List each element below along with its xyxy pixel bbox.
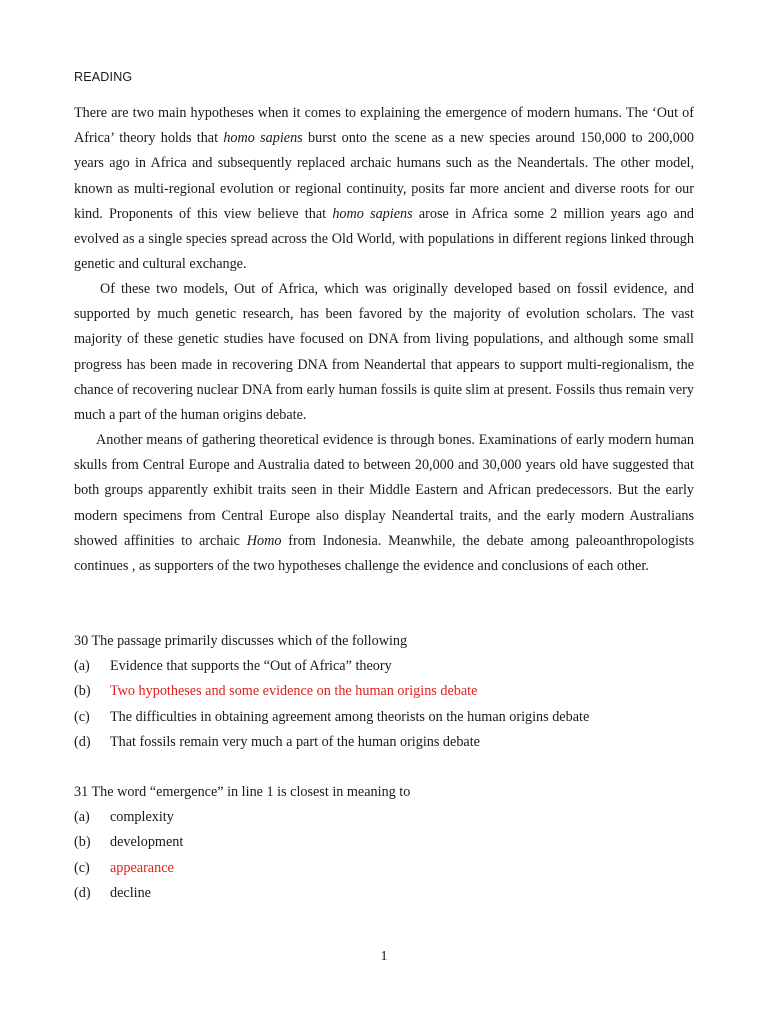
paragraph-text: Another means of gathering theoretical evidence is through bones. Examinations of early modern human skulls from Central Europe and Australia dated to between 20,000 and 30,000 years old have suggested that both groups apparently exhibit traits seen in their Middle Eastern and African predecessors. But the early modern specimens from Central Europe also display Neandertal traits, and the early modern Australians showed affinities to archaic	[74, 432, 694, 549]
question-option[interactable]	[74, 730, 714, 755]
italic-term: homo sapiens	[332, 205, 413, 222]
paragraph-1	[74, 101, 694, 277]
option-label: (d)	[74, 884, 91, 901]
question-option[interactable]	[74, 654, 714, 679]
question-stem: 31 The word “emergence” in line 1 is closest in meaning to	[74, 784, 411, 800]
question-option[interactable]	[74, 881, 714, 906]
option-label: (b)	[74, 683, 91, 700]
paragraph-3	[74, 428, 694, 579]
section-heading: READING	[74, 70, 133, 84]
option-label: (a)	[74, 658, 90, 675]
paragraph-text: burst onto the scene as a new species around 150,000 to 200,000 years ago in Africa and subsequently replaced archaic humans such as the Neandertals. The other model, known as multi-regional evolution or regional continuity, posits far more ancient and diverse roots for our kind. Proponents of this view believe that	[74, 130, 695, 222]
page-number: 1	[380, 949, 388, 964]
option-text: appearance	[110, 859, 174, 876]
question-option[interactable]	[74, 679, 714, 704]
option-text: Two hypotheses and some evidence on the human origins debate	[110, 683, 478, 700]
option-text: complexity	[110, 809, 174, 826]
option-text: That fossils remain very much a part of the human origins debate	[110, 733, 480, 750]
question-31	[74, 780, 714, 906]
italic-term: homo sapiens	[223, 130, 303, 147]
question-stem: 30 The passage primarily discusses which of the following	[74, 633, 408, 649]
option-text: The difficulties in obtaining agreement among theorists on the human origins debate	[110, 708, 590, 725]
paragraph-text: Of these two models, Out of Africa, which was originally developed based on fossil evidence, and supported by much genetic research, has been favored by the majority of evolution scholars. The vast majority of these genetic studies have focused on DNA from living populations, and although some small progress has been made in recovering DNA from Neandertal that appears to support multi-regionalism, the chance of recovering nuclear DNA from early human fossils is quite slim at present. Fossils thus remain very much a part of the human origins debate.	[74, 281, 694, 424]
option-text: decline	[110, 884, 151, 901]
paragraph-2	[74, 277, 694, 428]
question-option[interactable]	[74, 856, 714, 881]
option-label: (c)	[74, 708, 90, 725]
question-option[interactable]	[74, 805, 714, 830]
paragraph-text: arose in Africa some 2 million years ago and evolved as a single species spread across the Old World, with populations in different regions linked through genetic and cultural exchange.	[74, 205, 695, 273]
option-label: (d)	[74, 733, 91, 750]
option-text: Evidence that supports the “Out of Africa” theory	[110, 658, 392, 675]
question-option[interactable]	[74, 705, 714, 730]
option-label: (a)	[74, 809, 90, 826]
paragraph-text: There are two main hypotheses when it comes to explaining the emergence of modern humans. The ‘Out of Africa’ theory holds that	[74, 105, 694, 147]
italic-term: Homo	[246, 532, 282, 549]
option-label: (b)	[74, 834, 91, 851]
question-30	[74, 629, 714, 755]
option-label: (c)	[74, 859, 90, 876]
paragraph-text: from Indonesia. Meanwhile, the debate among paleoanthropologists continues , as supporters of the two hypotheses challenge the evidence and conclusions of each other.	[74, 532, 694, 575]
question-option[interactable]	[74, 830, 714, 855]
option-text: development	[110, 834, 184, 851]
